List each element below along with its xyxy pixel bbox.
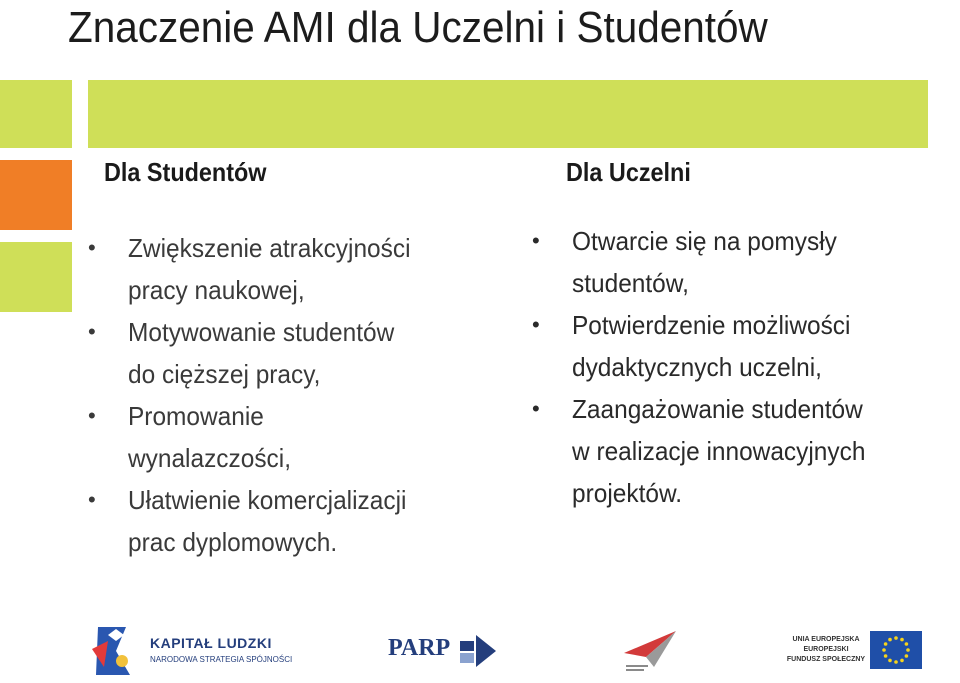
list-item-line: wynalazczości, xyxy=(128,443,292,473)
list-item xyxy=(88,395,429,479)
slide-title: Znaczenie AMI dla Uczelni i Studentów xyxy=(68,3,768,52)
bullet-icon: • xyxy=(88,403,96,428)
list-item-line: projektów. xyxy=(572,478,683,508)
list-item xyxy=(532,388,884,514)
list-item-line: Zwiększenie atrakcyjności xyxy=(128,233,411,263)
bullet-icon: • xyxy=(532,396,540,421)
list-item-line: Otwarcie się na pomysły xyxy=(572,226,837,256)
bullet-icon: • xyxy=(88,487,96,512)
kapital-ludzki-subtitle: NARODOWA STRATEGIA SPÓJNOŚCI xyxy=(150,655,293,664)
list-item xyxy=(88,479,429,563)
list-item xyxy=(532,220,884,304)
eu-logo-line: EUROPEJSKI xyxy=(803,646,849,653)
list-item xyxy=(88,227,429,311)
students-heading: Dla Studentów xyxy=(104,157,267,187)
list-item-line: studentów, xyxy=(572,268,689,298)
bullet-icon: • xyxy=(88,235,96,260)
header-green-band xyxy=(88,80,928,148)
list-item-line: do cięższej pracy, xyxy=(128,359,321,389)
bullet-icon: • xyxy=(532,228,540,253)
kapital-ludzki-title: KAPITAŁ LUDZKI xyxy=(150,635,272,651)
eu-logo-line: UNIA EUROPEJSKA xyxy=(792,636,860,643)
eu-flag-icon xyxy=(870,631,922,669)
bullet-icon: • xyxy=(88,319,96,344)
list-item-line: prac dyplomowych. xyxy=(128,527,338,557)
university-benefits-list xyxy=(532,220,884,514)
list-item-line: w realizacje innowacyjnych xyxy=(572,436,866,466)
eu-logo-line: FUNDUSZ SPOŁECZNY xyxy=(786,656,866,663)
paper-plane-icon xyxy=(620,627,680,677)
list-item xyxy=(532,304,884,388)
parp-wordmark: PARP xyxy=(388,635,451,661)
list-item xyxy=(88,311,429,395)
list-item-line: Motywowanie studentów xyxy=(128,317,395,347)
list-item-line: Promowanie xyxy=(128,401,264,431)
decor-orange-block xyxy=(0,160,72,230)
list-item-line: dydaktycznych uczelni, xyxy=(572,352,822,382)
decor-green-block-bottom xyxy=(0,242,72,312)
kapital-ludzki-emblem-icon xyxy=(86,621,142,681)
innovation-bird-logo xyxy=(620,627,680,677)
students-benefits-list xyxy=(88,227,429,563)
university-heading: Dla Uczelni xyxy=(566,157,691,187)
list-item-line: Ułatwienie komercjalizacji xyxy=(128,485,407,515)
sponsor-logos-bar xyxy=(80,617,940,683)
decor-green-block-top xyxy=(0,80,72,148)
eu-social-fund-logo xyxy=(786,623,936,679)
list-item-line: Zaangażowanie studentów xyxy=(572,394,863,424)
parp-arrow-icon xyxy=(458,631,498,671)
kapital-ludzki-logo xyxy=(86,621,293,681)
list-item-line: pracy naukowej, xyxy=(128,275,305,305)
bullet-icon: • xyxy=(532,312,540,337)
eu-logo-text xyxy=(786,635,866,665)
list-item-line: Potwierdzenie możliwości xyxy=(572,310,851,340)
parp-logo xyxy=(388,631,508,671)
